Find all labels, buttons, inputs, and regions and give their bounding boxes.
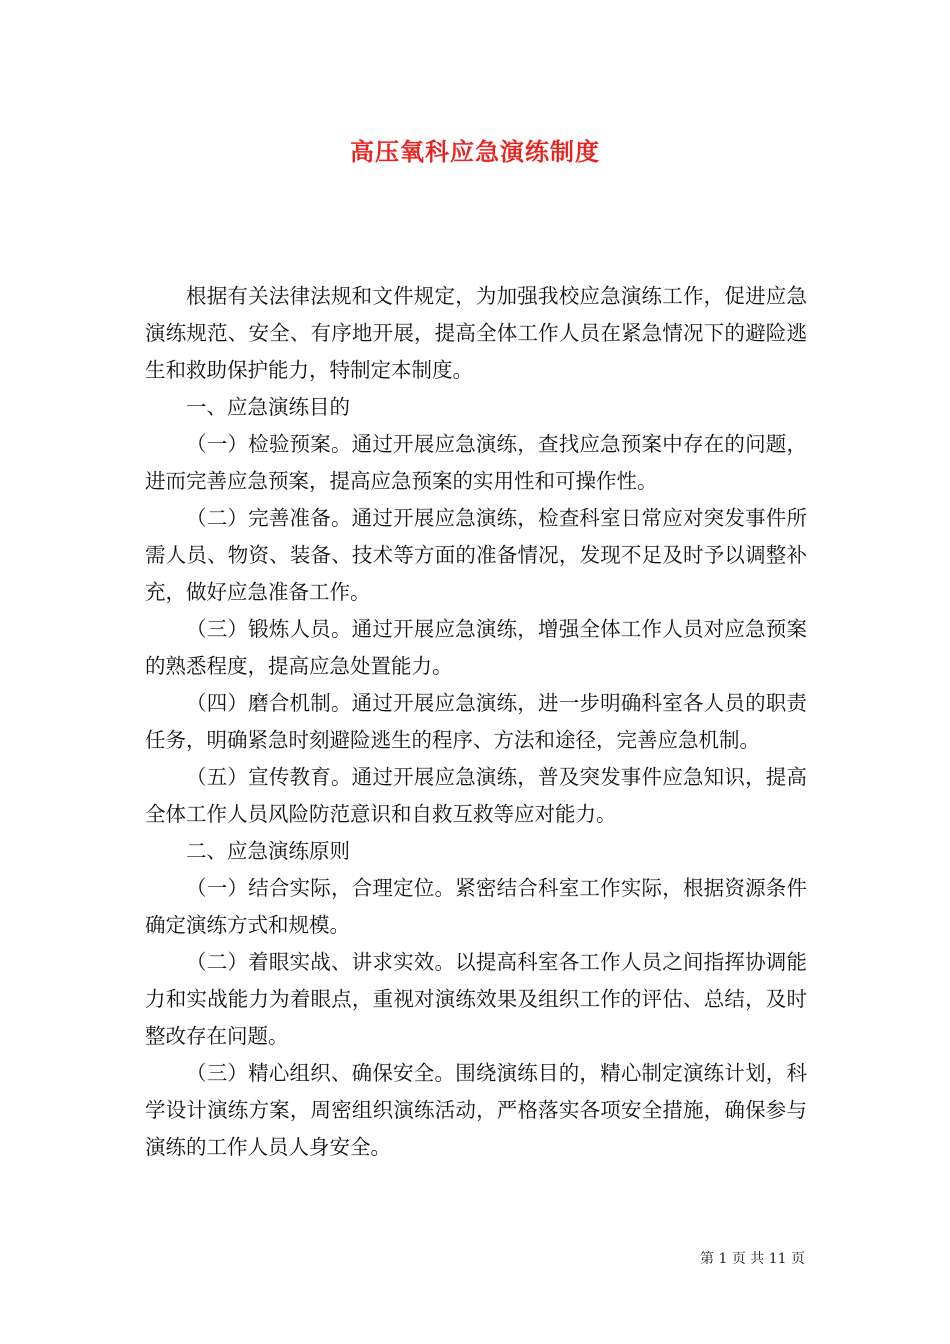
- paragraph-purpose-3: （三）锻炼人员。通过开展应急演练，增强全体工作人员对应急预案的熟悉程度，提高应急处置能力。: [145, 617, 807, 678]
- paragraph-purpose-5: （五）宣传教育。通过开展应急演练，普及突发事件应急知识，提高全体工作人员风险防范意识和自救互救等应对能力。: [145, 765, 807, 826]
- paragraph-purpose-4: （四）磨合机制。通过开展应急演练，进一步明确科室各人员的职责任务，明确紧急时刻避险逃生的程序、方法和途径，完善应急机制。: [145, 691, 807, 752]
- paragraph-principle-3: （三）精心组织、确保安全。围绕演练目的，精心制定演练计划，科学设计演练方案，周密组织演练活动，严格落实各项安全措施，确保参与演练的工作人员人身安全。: [145, 1061, 807, 1159]
- paragraph-principle-2: （二）着眼实战、讲求实效。以提高科室各工作人员之间指挥协调能力和实战能力为着眼点，重视对演练效果及组织工作的评估、总结，及时整改存在问题。: [145, 950, 807, 1048]
- section-heading-purpose: 一、应急演练目的: [186, 395, 350, 419]
- paragraph-principle-1: （一）结合实际，合理定位。紧密结合科室工作实际，根据资源条件确定演练方式和规模。: [145, 876, 807, 937]
- paragraph-purpose-1: （一）检验预案。通过开展应急演练，查找应急预案中存在的问题，进而完善应急预案，提高应急预案的实用性和可操作性。: [145, 432, 807, 493]
- document-title: 高压氧科应急演练制度: [350, 137, 600, 166]
- document-body: [145, 278, 807, 1166]
- page-number-footer: 第 1 页 共 11 页: [700, 1251, 805, 1267]
- section-heading-principles: 二、应急演练原则: [186, 839, 350, 863]
- paragraph-intro: 根据有关法律法规和文件规定，为加强我校应急演练工作，促进应急演练规范、安全、有序地开展，提高全体工作人员在紧急情况下的避险逃生和救助保护能力，特制定本制度。: [145, 284, 807, 382]
- paragraph-purpose-2: （二）完善准备。通过开展应急演练，检查科室日常应对突发事件所需人员、物资、装备、技术等方面的准备情况，发现不足及时予以调整补充，做好应急准备工作。: [145, 506, 807, 604]
